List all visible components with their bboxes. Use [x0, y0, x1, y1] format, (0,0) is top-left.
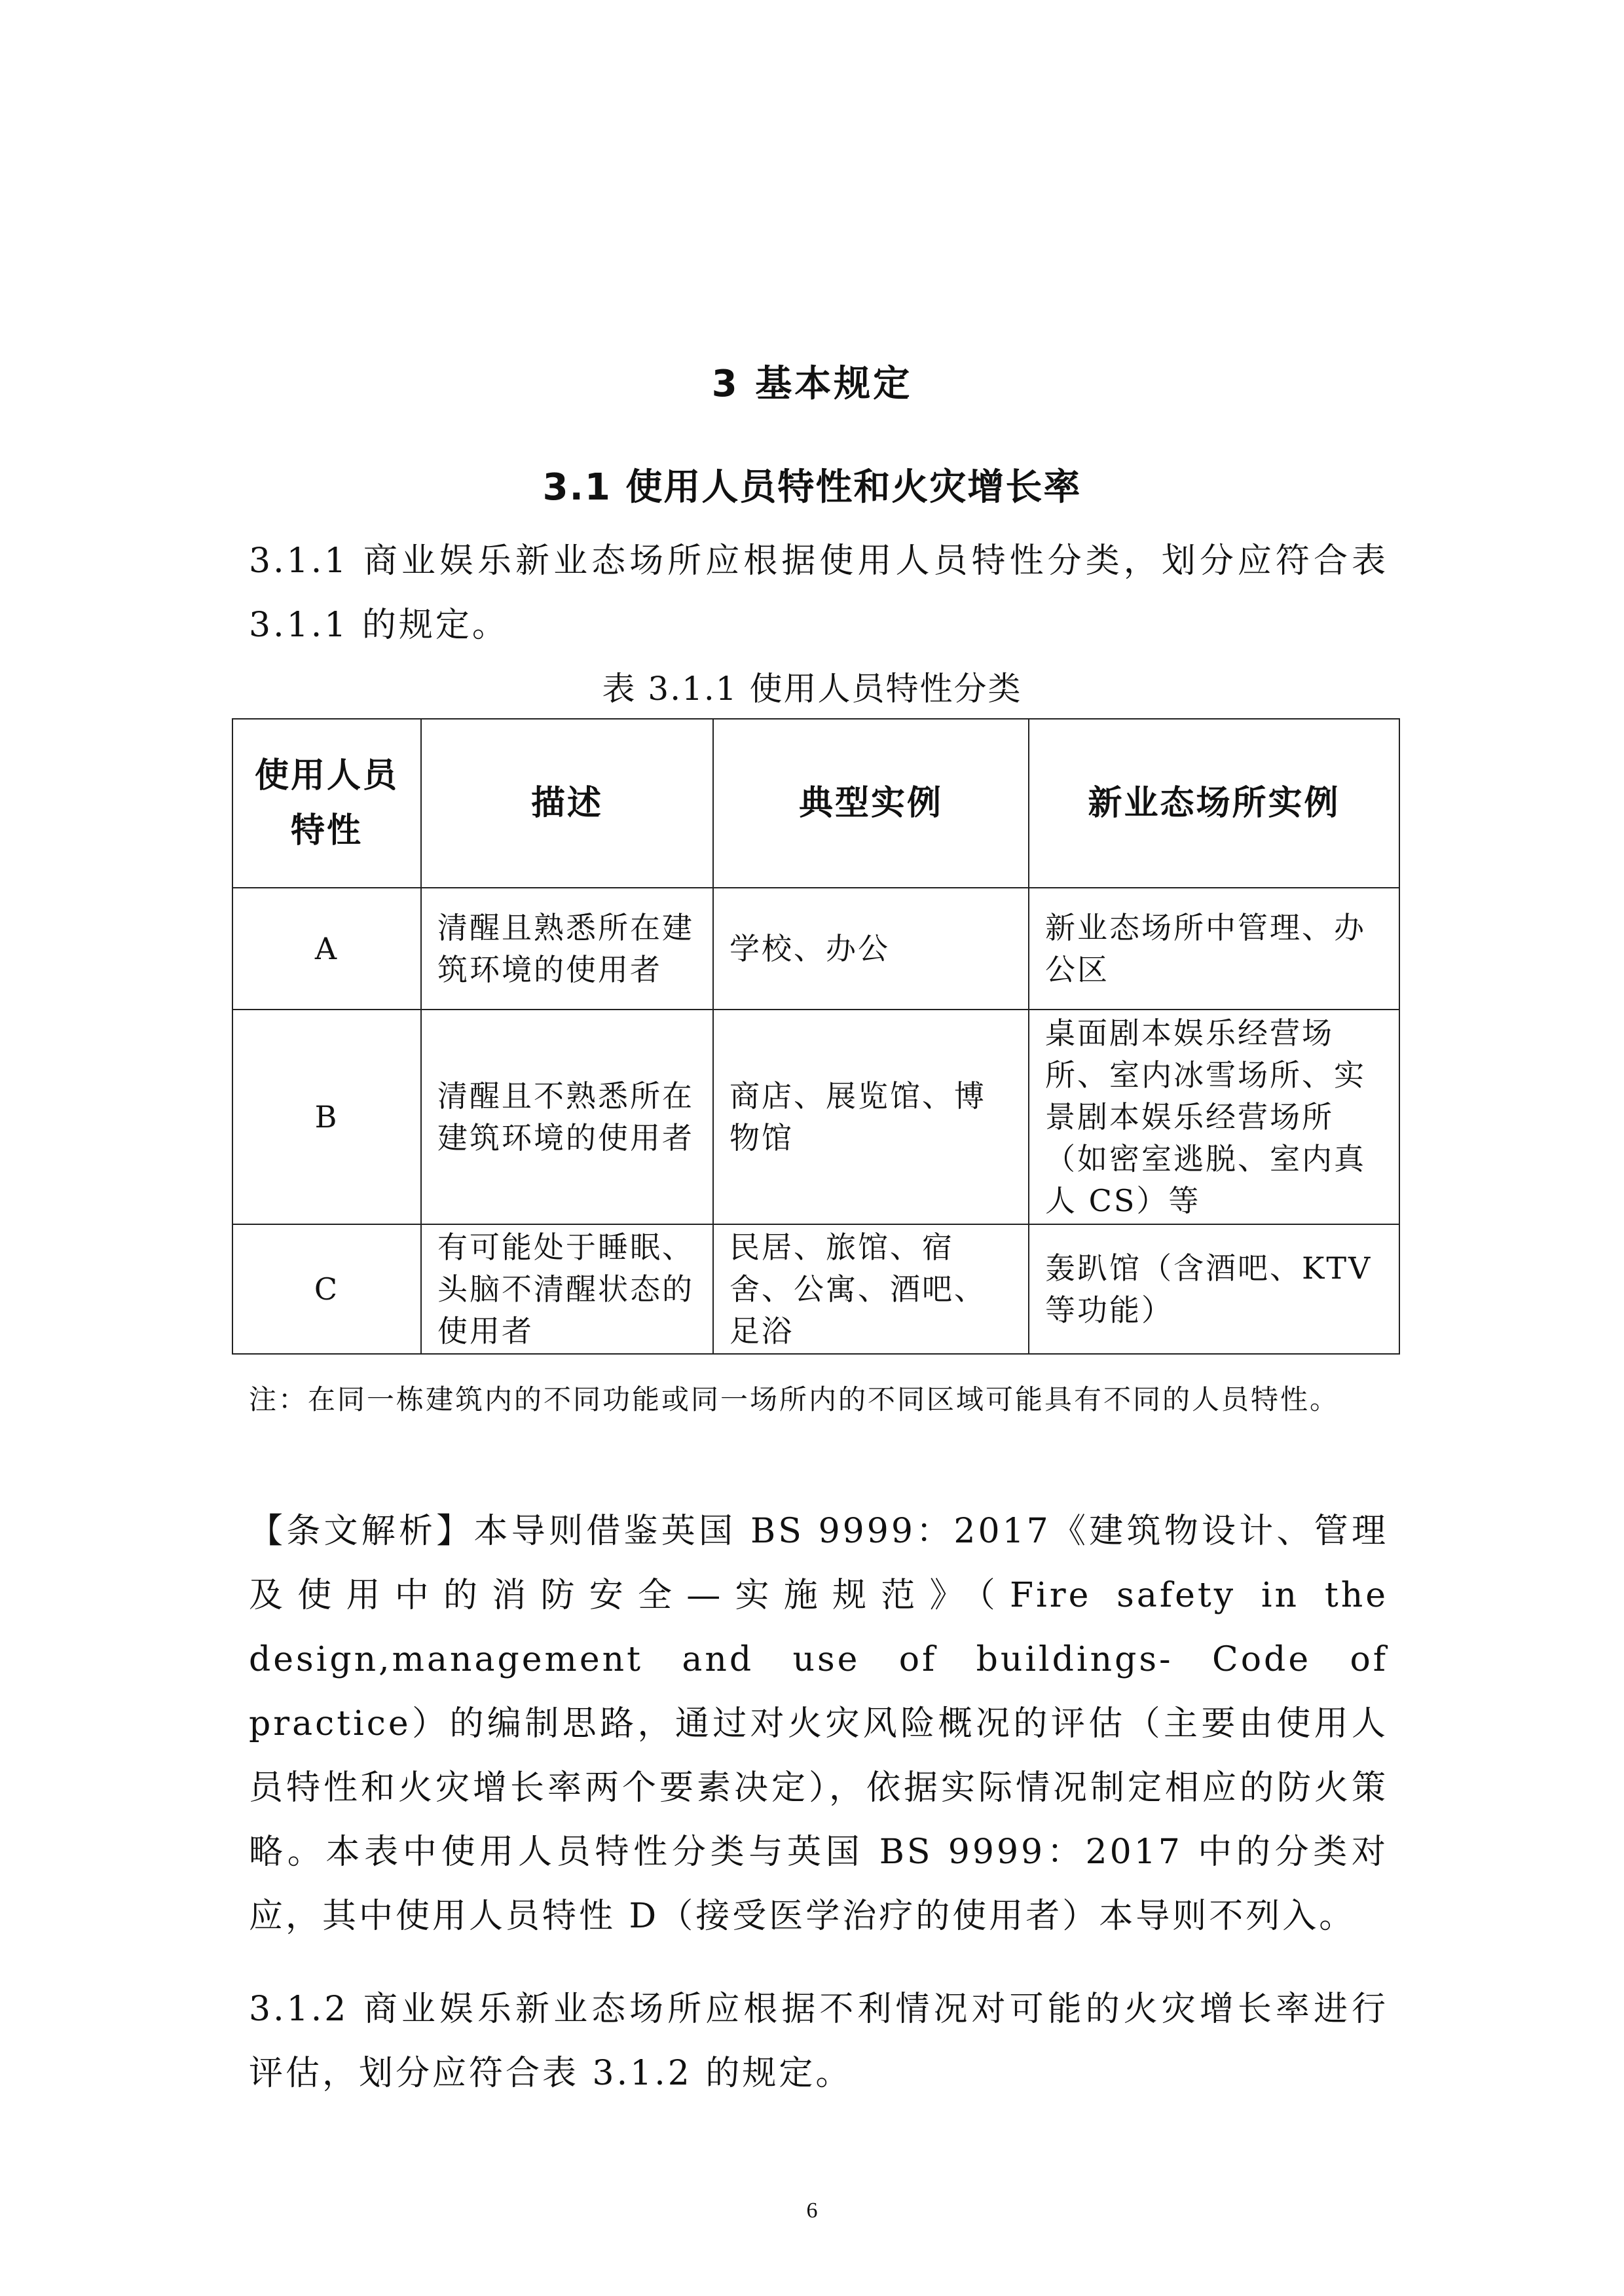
table-row: [232, 888, 1399, 1010]
header-typical-examples: 典型实例: [713, 719, 1029, 888]
row-typical-examples: 民居、旅馆、宿舍、公寓、酒吧、足浴: [713, 1224, 1029, 1354]
clause-3-1-2: 3.1.2 商业娱乐新业态场所应根据不利情况对可能的火灾增长率进行评估，划分应符合表 3.1.2 的规定。: [249, 1990, 1388, 2093]
table-row: [232, 1224, 1399, 1354]
section-title: 3.1 使用人员特性和火灾增长率: [542, 466, 1082, 509]
row-new-venue-examples: 轰趴馆（含酒吧、KTV 等功能）: [1029, 1224, 1399, 1354]
header-new-venue-examples: 新业态场所实例: [1029, 719, 1399, 888]
occupant-characteristics-table: [232, 718, 1400, 1355]
row-new-venue-examples: 新业态场所中管理、办公区: [1029, 888, 1399, 1010]
row-category: B: [232, 1010, 421, 1224]
table-note: 注：在同一栋建筑内的不同功能或同一场所内的不同区域可能具有不同的人员特性。: [249, 1383, 1340, 1415]
row-new-venue-examples: 桌面剧本娱乐经营场所、室内冰雪场所、实景剧本娱乐经营场所（如密室逃脱、室内真人 CS）等: [1029, 1010, 1399, 1224]
table-row: [232, 1010, 1399, 1224]
row-category: A: [232, 888, 421, 1010]
clause-analysis: 【条文解析】本导则借鉴英国 BS 9999：2017《建筑物设计、管理及使用中的消防安全—实施规范》（Fire safety in the design,management and use of buildings- Code of practice）的编制思路，通过对火灾风险概况的评估（主要由使用人员特性和火灾增长率两个要素决定），依据实际情况制定相应的防火策略。本表中使用人员特性分类与英国 BS 9999：2017 中的分类对应，其中使用人员特性 D（接受医学治疗的使用者）本导则不列入。: [249, 1512, 1388, 1936]
table-header-row: [232, 719, 1399, 888]
row-typical-examples: 学校、办公: [713, 888, 1029, 1010]
table-caption: 表 3.1.1 使用人员特性分类: [602, 670, 1022, 708]
clause-3-1-1: 3.1.1 商业娱乐新业态场所应根据使用人员特性分类，划分应符合表3.1.1 的规定。: [249, 541, 1388, 645]
row-typical-examples: 商店、展览馆、博物馆: [713, 1010, 1029, 1224]
row-category: C: [232, 1224, 421, 1354]
row-description: 清醒且不熟悉所在建筑环境的使用者: [421, 1010, 713, 1224]
page-number: 6: [806, 2198, 818, 2223]
row-description: 清醒且熟悉所在建筑环境的使用者: [421, 888, 713, 1010]
row-description: 有可能处于睡眠、头脑不清醒状态的使用者: [421, 1224, 713, 1354]
chapter-title: 3 基本规定: [711, 363, 913, 405]
header-occupant-characteristic: 使用人员特性: [232, 719, 421, 888]
header-description: 描述: [421, 719, 713, 888]
